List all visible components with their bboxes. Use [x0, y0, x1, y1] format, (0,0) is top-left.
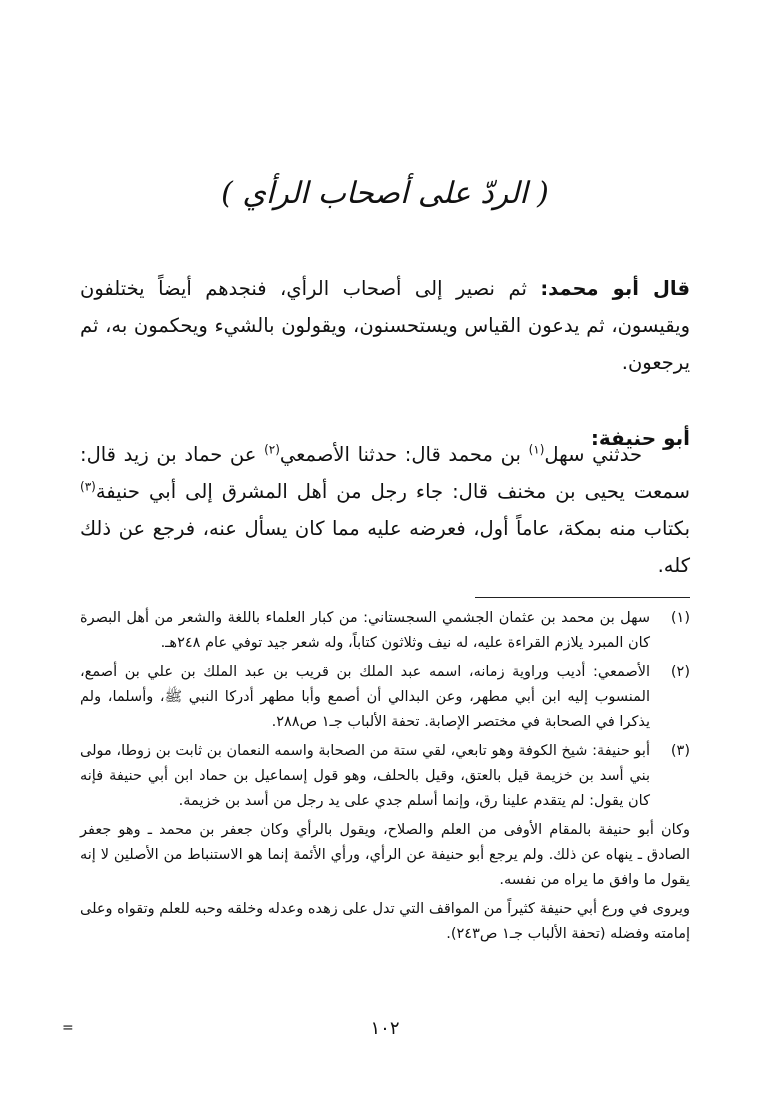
footnote — [80, 739, 690, 814]
footnote-continuation: وكان أبو حنيفة بالمقام الأوفى من العلم والصلاح، ويقول بالرأي وكان جعفر بن محمد ـ وهو جعفر الصادق ـ ينهاه عن ذلك. ولم يرجع أبو حنيفة عن الرأي، ورأي الأئمة إنما هو الاستنباط من الأصلين لا إنه يقول ما وافق ما يراه من نفسه. — [80, 822, 690, 888]
narration-paragraph — [80, 436, 690, 584]
footnote-number: (٢) — [670, 664, 690, 680]
footnote-ref-1: (١) — [528, 442, 545, 457]
footnotes — [80, 606, 690, 947]
intro-text: ثم نصير إلى أصحاب الرأي، فنجدهم أيضاً يختلفون ويقيسون، ثم يدعون القياس ويستحسنون، ويقولون بالشيء ويحكمون به، ثم يرجعون. — [80, 277, 690, 374]
page-number: ١٠٢ — [370, 1018, 400, 1039]
footnote-text: سهل بن محمد بن عثمان الجشمي السجستاني: من كبار العلماء باللغة والشعر من أهل البصرة كان المبرد يلازم القراءة عليه، له نيف وثلاثون كتاباً، وله شعر جيد توفي عام ٢٤٨هـ. — [80, 610, 650, 651]
footnote-text: أبو حنيفة: شيخ الكوفة وهو تابعي، لقي ستة من الصحابة واسمه النعمان بن ثابت بن زوطا، مولى بني أسد بن خزيمة قيل بالعتق، وقيل بالحلف، وهو قول إسماعيل بن حماد ابن أبي حنيفة فإنه كان يقول: لم يتقدم علينا رق، وإنما أسلم جدي على يد رجل من أسد بن خزيمة. — [80, 743, 650, 809]
speaker-label: قال أبو محمد: — [540, 277, 690, 300]
narration-text-2: بن محمد قال: حدثنا الأصمعي — [279, 443, 529, 466]
narration-text-3: عن حماد بن زيد قال: سمعت يحيى بن مخنف قال: جاء رجل من أهل المشرق إلى أبي حنيفة — [80, 443, 690, 503]
footnote-ref-2: (٢) — [264, 442, 280, 457]
chapter-title: ( الردّ على أصحاب الرأي ) — [221, 176, 549, 211]
footnote-number: (٣) — [670, 743, 690, 759]
footnote-divider — [475, 597, 690, 598]
footnote-continuation: ويروى في ورع أبي حنيفة كثيراً من المواقف التي تدل على زهده وعدله وخلقه وحبه للعلم وتقواه وعلى إمامته وفضله (تحفة الألباب جـ١ ص٢٤٣). — [80, 901, 690, 942]
narration-text-4: بكتاب منه بمكة، عاماً أول، فعرضه عليه مما كان يسأل عنه، فرجع عن ذلك كله. — [80, 517, 690, 577]
footnote-text: الأصمعي: أديب وراوية زمانه، اسمه عبد الملك بن قريب بن عبد الملك بن علي بن أصمع، المنسوب إليه ابن أبي مطهر، وعن البدالي أن أصمع وأبا مطهر أدركا النبي ﷺ، وأسلما، ولم يذكرا في الصحابة في مختصر الإصابة. تحفة الألباب جـ١ ص٢٨٨. — [80, 664, 650, 730]
section-heading: أبو حنيفة: — [590, 426, 690, 450]
narration-text-1: حدثني سهل — [544, 443, 642, 466]
book-page — [62, 0, 690, 1105]
footnote — [80, 660, 690, 735]
footnote — [80, 606, 690, 656]
footnote-ref-3: (٣) — [80, 479, 96, 494]
footnote-number: (١) — [670, 610, 690, 626]
intro-paragraph — [80, 270, 690, 381]
continuation-mark: = — [62, 1020, 74, 1036]
